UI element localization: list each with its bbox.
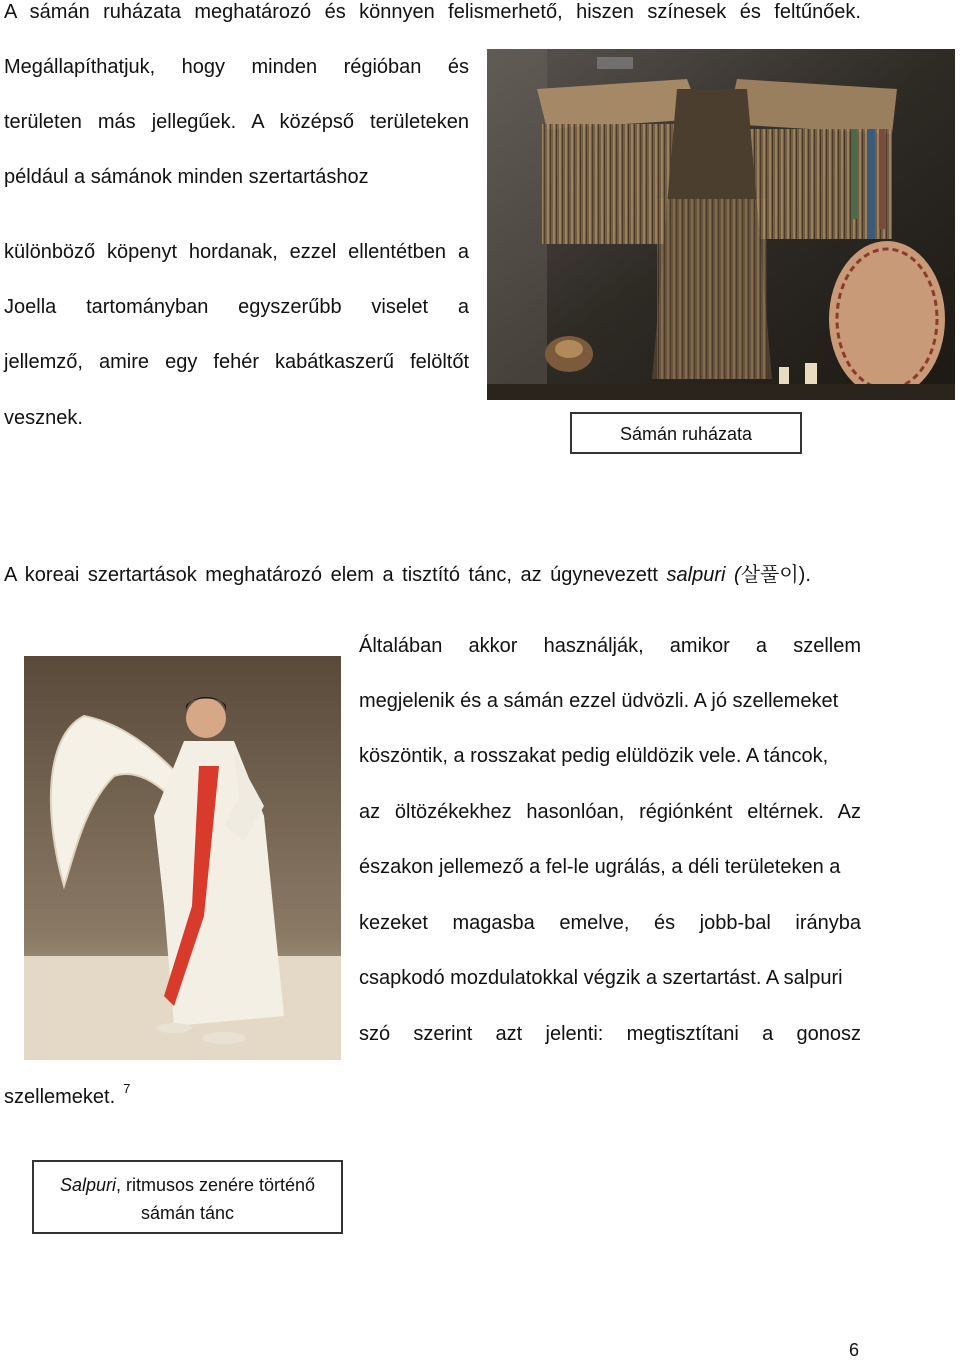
paragraph-line: A sámán ruházata meghatározó és könnyen felismerhető, hiszen színesek és feltűnőek.	[4, 1, 861, 23]
dance-caption-line1	[34, 1171, 341, 1199]
paragraph-line: például a sámánok minden szertartáshoz	[4, 166, 369, 188]
paragraph-line: az öltözékekhez hasonlóan, régiónként eltérnek. Az	[359, 801, 861, 823]
paragraph-line: Joella tartományban egyszerűbb viselet a	[4, 296, 469, 318]
korean-text-after: ).	[798, 564, 811, 586]
paragraph-line: északon jellemező a fel-le ugrálás, a déli területeken a	[359, 856, 841, 878]
salpuri-term: salpuri	[666, 564, 726, 586]
costume-caption	[570, 412, 802, 454]
hangul-text: 살풀이	[740, 562, 799, 586]
paragraph-line: csapkodó mozdulatokkal végzik a szertartást. A salpuri	[359, 967, 843, 989]
paragraph-line: kezeket magasba emelve, és jobb-bal irányba	[359, 912, 861, 934]
last-line-text: szellemeket.	[4, 1086, 116, 1108]
dance-caption-term: Salpuri	[59, 1175, 116, 1195]
salpuri-dancer-photo	[24, 656, 341, 1060]
paragraph-line: szó szerint azt jelenti: megtisztítani a gonosz	[359, 1023, 861, 1045]
paragraph-line: különböző köpenyt hordanak, ezzel ellentétben a	[4, 241, 469, 263]
paren-open: (	[725, 564, 741, 586]
paragraph-line: Megállapíthatjuk, hogy minden régióban és	[4, 56, 469, 78]
footnote-ref[interactable]: 7	[123, 1081, 131, 1096]
dance-caption	[32, 1160, 343, 1234]
page-number: 6	[849, 1340, 860, 1360]
korean-paragraph	[4, 562, 861, 587]
paragraph-last-line	[4, 1077, 130, 1109]
dance-caption-rest: , ritmusos zenére történő	[115, 1175, 316, 1195]
paragraph-line: köszöntik, a rosszakat pedig elüldözik vele. A táncok,	[359, 745, 829, 767]
paragraph-line: vesznek.	[4, 407, 83, 429]
paragraph-line: területen más jellegűek. A középső területeken	[4, 111, 469, 133]
paragraph-line: Általában akkor használják, amikor a szellem	[359, 635, 861, 657]
costume-caption-text: Sámán ruházata	[619, 424, 753, 444]
dance-caption-line2: sámán tánc	[140, 1203, 235, 1223]
paragraph-line: jellemző, amire egy fehér kabátkaszerű felöltőt	[4, 351, 469, 373]
korean-text-before: A koreai szertartások meghatározó elem a tisztító tánc, az úgynevezett	[4, 564, 667, 586]
shaman-costume-photo	[487, 49, 955, 400]
paragraph-line: megjelenik és a sámán ezzel üdvözli. A jó szellemeket	[359, 690, 839, 712]
